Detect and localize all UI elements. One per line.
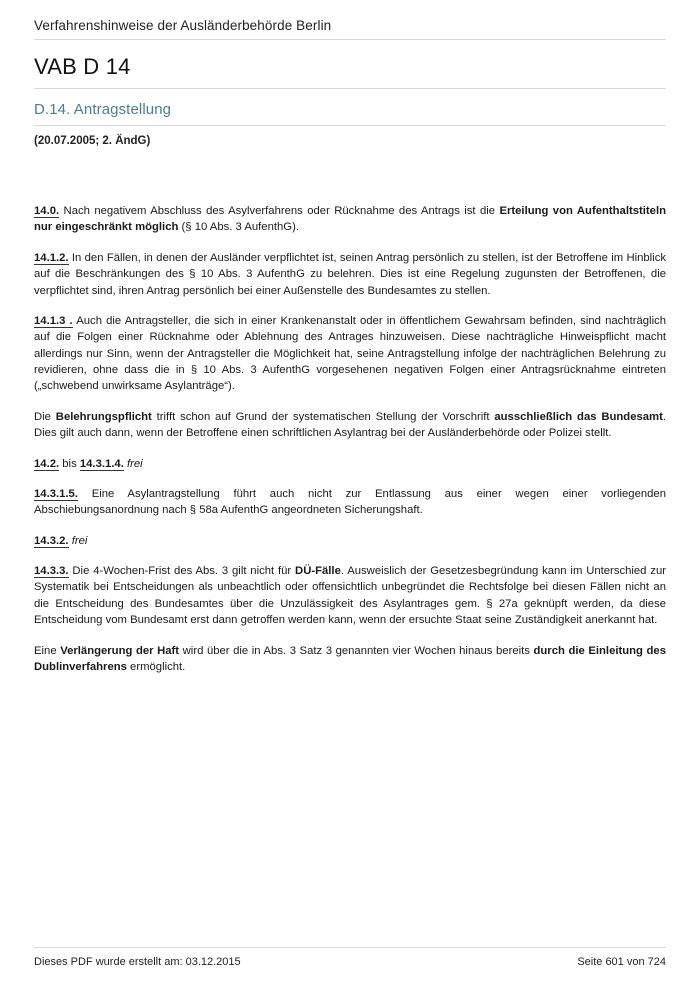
page-title: VAB D 14	[34, 54, 131, 79]
paragraph-run: wird über die in Abs. 3 Satz 3 genannten vier Wochen hinaus bereits	[179, 644, 534, 657]
page-footer	[34, 947, 666, 968]
header-divider	[34, 39, 666, 40]
paragraph	[34, 203, 666, 236]
paragraph-run: durch die Einleitung des Dublinverfahrens	[34, 644, 666, 673]
paragraph-run: . Ausweislich der Gesetzesbegründung kann im Unterschied zur Systematik bei Entscheidungen als unbeachtlich oder offensichtlich unbegründet die Rechtsfolge bei diesen Fällen nicht an die Entscheidung des Bundesamtes über die Unzulässigkeit des Asylantrages gem. § 27a geknüpft werden, da diese Entscheidung vom Bundesamt erst dann getroffen werden kann, wenn der ersuchte Staat seine Zuständigkeit anerkannt hat.	[34, 565, 666, 627]
footer-divider	[34, 947, 666, 948]
section-divider	[34, 125, 666, 126]
paragraph	[34, 533, 666, 549]
paragraph-number: 14.3.2.	[34, 534, 69, 547]
paragraph-run: Erteilung von Aufenthaltstiteln nur eingeschränkt möglich	[34, 205, 666, 234]
paragraph-run: Die	[34, 410, 56, 423]
paragraph-run: DÜ-Fälle	[295, 565, 341, 577]
footer-page-number: Seite 601 von 724	[577, 956, 666, 968]
paragraph-number: 14.0.	[34, 205, 60, 217]
paragraph-run: ermöglicht.	[126, 660, 186, 673]
paragraph-run: ausschließlich das Bundesamt	[494, 410, 663, 423]
paragraph-run: In den Fällen, in denen der Ausländer verpflichtet ist, seinen Antrag persönlich zu stellen, ist der Betroffene im Hinblick auf die Beschränkungen des § 10 Abs. 3 AufenthG zu belehren. Dies ist eine Regelung zugunsten der Betroffenen, die verpflichtet sind, ihren Antrag persönlich bei einer Außenstelle des Bundesamtes zu stellen.	[34, 251, 666, 297]
paragraph-run: frei	[126, 457, 143, 470]
paragraph-number: 14.2.	[34, 457, 60, 470]
paragraph-number: 14.3.1.5.	[34, 487, 78, 500]
paragraph	[34, 409, 666, 442]
paragraph-run: trifft schon auf Grund der systematischen Stellung der Vorschrift	[151, 410, 495, 423]
document-header-title: Verfahrenshinweise der Ausländerbehörde Berlin	[34, 18, 332, 33]
paragraph-number: 14.1.3 .	[34, 314, 73, 327]
content-spacer	[34, 147, 666, 203]
paragraph	[34, 313, 666, 395]
paragraph-run: Auch die Antragsteller, die sich in einer Krankenanstalt oder in öffentlichem Gewahrsam befinden, sind nachträglich auf die Folgen einer Rücknahme oder Ablehnung des Antrages hinzuweisen. Diese nachträgliche Hinweispflicht macht allerdings nur Sinn, wenn der Antragsteller die Möglichkeit hat, seine Antragstellung infolge der nachträglichen Belehrung zu revidieren, ohne dass die in § 10 Abs. 3 AufenthG vorgesehenen negativen Folgen einer Antragsrücknahme eintreten („schwebend unwirksame Asylanträge“).	[34, 314, 667, 393]
paragraph-number: 14.3.3.	[34, 565, 69, 577]
paragraph	[34, 563, 666, 629]
version-note: (20.07.2005; 2. ÄndG)	[34, 135, 151, 147]
paragraph-run: (§ 10 Abs. 3 AufenthG).	[178, 221, 299, 234]
paragraph	[34, 643, 666, 676]
paragraph-run: Die 4-Wochen-Frist des Abs. 3 gilt nicht für	[68, 565, 296, 577]
paragraph-number: 14.1.2.	[34, 251, 69, 264]
paragraph-run: Belehrungspflicht	[55, 410, 152, 423]
paragraph-run: Eine	[34, 644, 61, 657]
paragraph	[34, 456, 666, 472]
paragraph-run: frei	[71, 534, 88, 547]
section-title: D.14. Antragstellung	[34, 101, 172, 118]
paragraph-run: bis	[59, 457, 80, 470]
paragraph-run: Verlängerung der Haft	[60, 644, 180, 657]
paragraph-run: 14.3.1.4.	[79, 457, 124, 470]
footer-created: Dieses PDF wurde erstellt am: 03.12.2015	[34, 956, 241, 968]
document-body	[34, 203, 666, 675]
paragraph-run: Eine Asylantragstellung führt auch nicht zur Entlassung aus einer wegen einer vorliegenden Abschiebungsanordnung nach § 58a AufenthG angeordneten Sicherungshaft.	[34, 487, 666, 517]
paragraph-run: . Dies gilt auch dann, wenn der Betroffene einen schriftlichen Asylantrag bei der Ausländerbehörde oder Polizei stellt.	[34, 410, 666, 440]
paragraph-run: Nach negativem Abschluss des Asylverfahrens oder Rücknahme des Antrags ist die	[59, 205, 500, 217]
title-divider	[34, 88, 666, 89]
paragraph	[34, 486, 666, 519]
paragraph	[34, 250, 666, 299]
